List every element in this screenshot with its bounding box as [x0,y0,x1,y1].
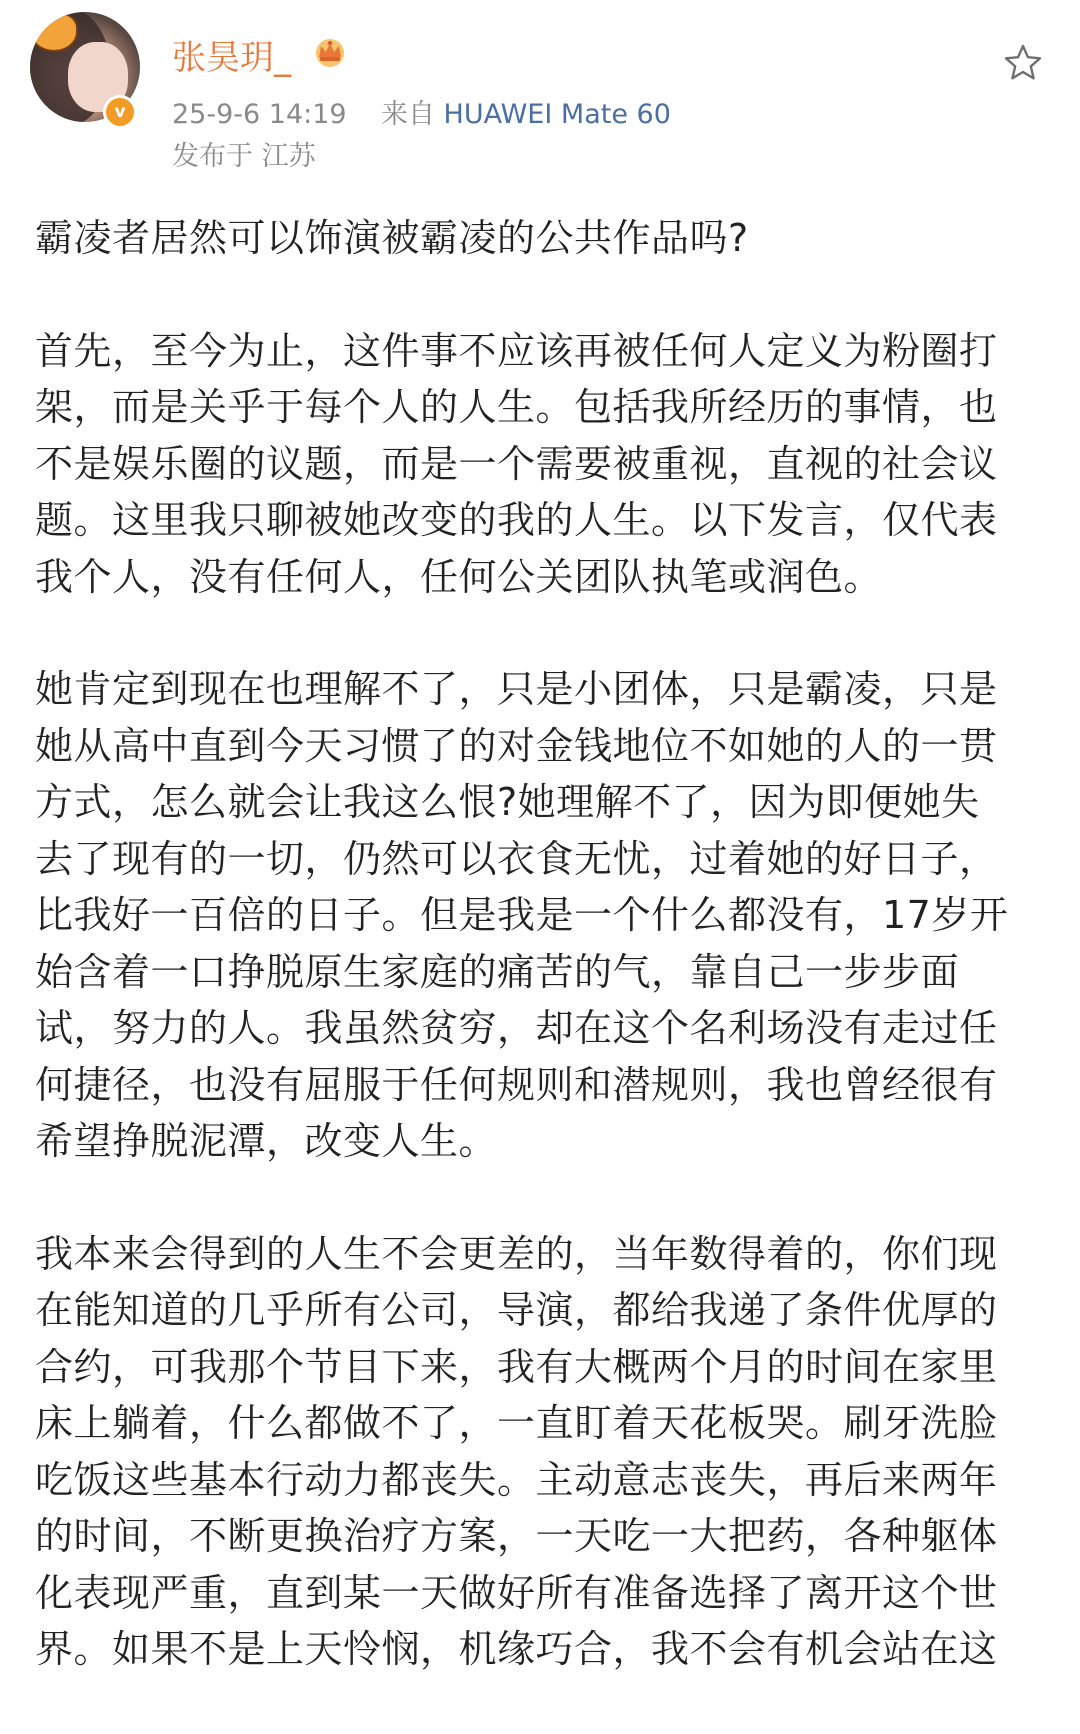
star-outline-icon[interactable] [1002,42,1044,84]
post-body [35,210,1010,1734]
post-time: 25-9-6 14:19 [172,99,347,130]
crown-icon [312,36,348,68]
post-paragraph-4: 我本来会得到的人生不会更差的，当年数得着的，你们现在能知道的几乎所有公司，导演，都给我递了条件优厚的合约，可我那个节目下来，我有大概两个月的时间在家里床上躺着，什么都做不了，一直盯着天花板哭。刷牙洗脸吃饭这些基本行动力都丧失。主动意志丧失，再后来两年的时间，不断更换治疗方案，一天吃一大把药，各种躯体化表现严重，直到某一天做好所有准备选择了离开这个世界。如果不是上天怜悯，机缘巧合，我不会有机会站在这 [35,1231,998,1671]
post-paragraph-1: 霸凌者居然可以饰演被霸凌的公共作品吗? [35,216,749,260]
author-name[interactable]: 张昊玥_ [172,38,291,78]
post-header [0,0,1080,190]
source-device[interactable]: HUAWEI Mate 60 [443,99,671,130]
post-paragraph-2: 首先，至今为止，这件事不应该再被任何人定义为粉圈打架，而是关乎于每个人的人生。包括我所经历的事情，也不是娱乐圈的议题，而是一个需要被重视，直视的社会议题。这里我只聊被她改变的我的人生。以下发言，仅代表我个人，没有任何人，任何公关团队执笔或润色。 [35,328,998,599]
source-prefix: 来自 [380,99,435,130]
post-location: 发布于 江苏 [172,141,316,172]
post-paragraph-3: 她肯定到现在也理解不了，只是小团体，只是霸凌，只是她从高中直到今天习惯了的对金钱地位不如她的人的一贯方式，怎么就会让我这么恨?她理解不了，因为即便她失去了现有的一切，仍然可以衣食无忧，过着她的好日子，比我好一百倍的日子。但是我是一个什么都没有，17岁开始含着一口挣脱原生家庭的痛苦的气，靠自己一步步面试，努力的人。我虽然贫穷，却在这个名利场没有走过任何捷径，也没有屈服于任何规则和潜规则，我也曾经很有希望挣脱泥潭，改变人生。 [35,667,1009,1163]
post-meta [172,92,671,131]
tiger-sticker-icon [30,12,78,52]
verified-badge-icon: v [103,95,137,129]
